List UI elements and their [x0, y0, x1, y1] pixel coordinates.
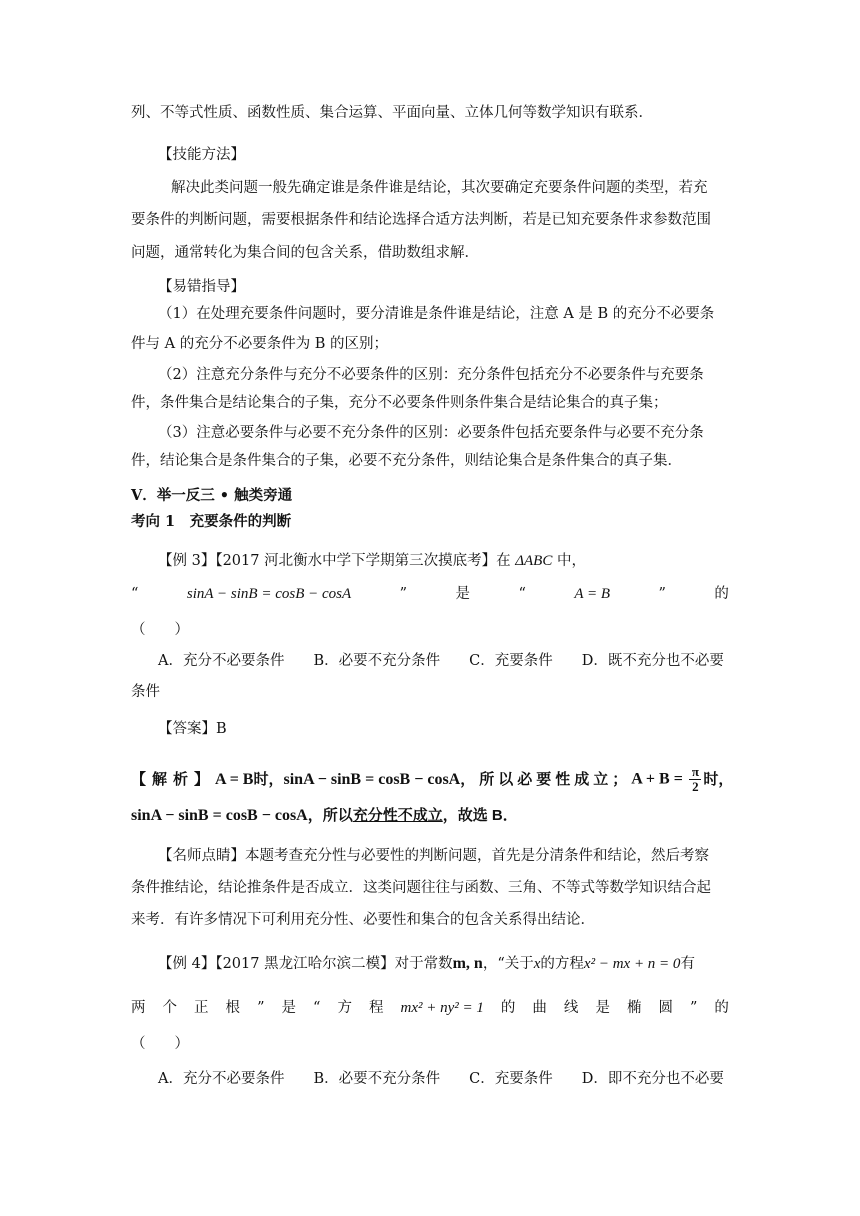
text-line: 件，结论集合是条件集合的子集，必要不充分条件，则结论集合是条件集合的真子集． — [131, 453, 682, 469]
text-line: 条件推结论，结论推条件是否成立．这类问题往往与函数、三角、不等式等数学知识结合起 — [131, 880, 711, 896]
text-line: 条件 — [131, 684, 160, 700]
text-line: 解决此类问题一般先确定谁是条件谁是结论，其次要确定充要条件问题的类型，若充 — [171, 180, 708, 196]
teacher-note: 【名师点睛】本题考查充分性与必要性的判断问题，首先是分清条件和结论，然后考察 — [158, 848, 709, 864]
text-line: 来考．有许多情况下可利用充分性、必要性和集合的包含关系得出结论． — [131, 912, 595, 928]
section-subtitle: 考向 1 充要条件的判断 — [131, 513, 292, 530]
section-heading-skill: 【技能方法】 — [158, 147, 245, 163]
example-3-source: 【例 3】【2017 河北衡水中学下学期第三次摸底考】在 — [158, 553, 511, 569]
equation-ellipse: mx² + ny² = 1 — [400, 1000, 484, 1016]
solution-line-2: sinA − sinB = cosB − cosA，所以充分性不成立，故选 B． — [131, 807, 518, 824]
answer-paren: （ ） — [131, 622, 189, 638]
example-3-answer: 【答案】B — [158, 721, 227, 737]
section-title: V．举一反三 • 触类旁通 — [131, 487, 293, 504]
triangle-abc: ΔABC — [515, 553, 553, 569]
example-4-options: A．充分不必要条件 B．必要不充分条件 C．充要条件 D．即不充分也不必要 — [158, 1071, 724, 1087]
example-4-statement: 两 个 正 根 ” 是 “ 方 程 mx² + ny² = 1 的 曲 线 是 椭 圆 ” 的 — [131, 1000, 729, 1016]
answer-paren: （ ） — [131, 1036, 189, 1052]
solution-line-1: 【解析】 A = B 时， sinA − sinB = cosB − cosA ，所以必要性成立； A + B = $\frac{\pi}{2}$ 时， — [131, 764, 734, 794]
example-3-options: A．充分不必要条件 B．必要不充分条件 C．充要条件 D．既不充分也不必要 — [158, 653, 724, 669]
text-line: 件，条件集合是结论集合的子集，充分不必要条件则条件集合是结论集合的真子集； — [131, 395, 668, 411]
pi-over-2-fraction: $\frac{\pi}{2}$ — [689, 765, 701, 794]
text-line: （1）在处理充要条件问题时，要分清谁是条件谁是结论，注意 A 是 B 的充分不必要条 — [158, 306, 715, 322]
text-line: （2）注意充分条件与充分不必要条件的区别：充分条件包括充分不必要条件与充要条 — [158, 367, 704, 383]
example-3-statement: “ sinA − sinB = cosB − cosA ” 是 “ A = B ” 的 — [131, 586, 729, 602]
section-heading-errors: 【易错指导】 — [158, 279, 245, 295]
solution-label: 【解析】 — [131, 770, 216, 788]
condition-a-equals-b: A = B — [574, 586, 611, 602]
example-4-header: 【例 4】【2017 黑龙江哈尔滨二模】对于常数m, n，“关于x的方程x² − mx + n = 0有 — [158, 955, 695, 972]
text-line: 问题，通常转化为集合间的包含关系，借助数组求解． — [131, 245, 479, 261]
text-line: （3）注意必要条件与必要不充分条件的区别：必要条件包括充要条件与必要不充分条 — [158, 425, 704, 441]
text-line: 要条件的判断问题，需要根据条件和结论选择合适方法判断，若是已知充要条件求参数范围 — [131, 212, 711, 228]
example-3-header: 【例 3】【2017 河北衡水中学下学期第三次摸底考】在 ΔABC 中， — [158, 553, 586, 569]
text-line: 件与 A 的充分不必要条件为 B 的区别； — [131, 336, 389, 352]
text-line: 列、不等式性质、函数性质、集合运算、平面向量、立体几何等数学知识有联系． — [131, 105, 653, 121]
condition-expression: sinA − sinB = cosB − cosA — [186, 586, 352, 602]
equation-quadratic: x² − mx + n = 0 — [583, 956, 681, 972]
